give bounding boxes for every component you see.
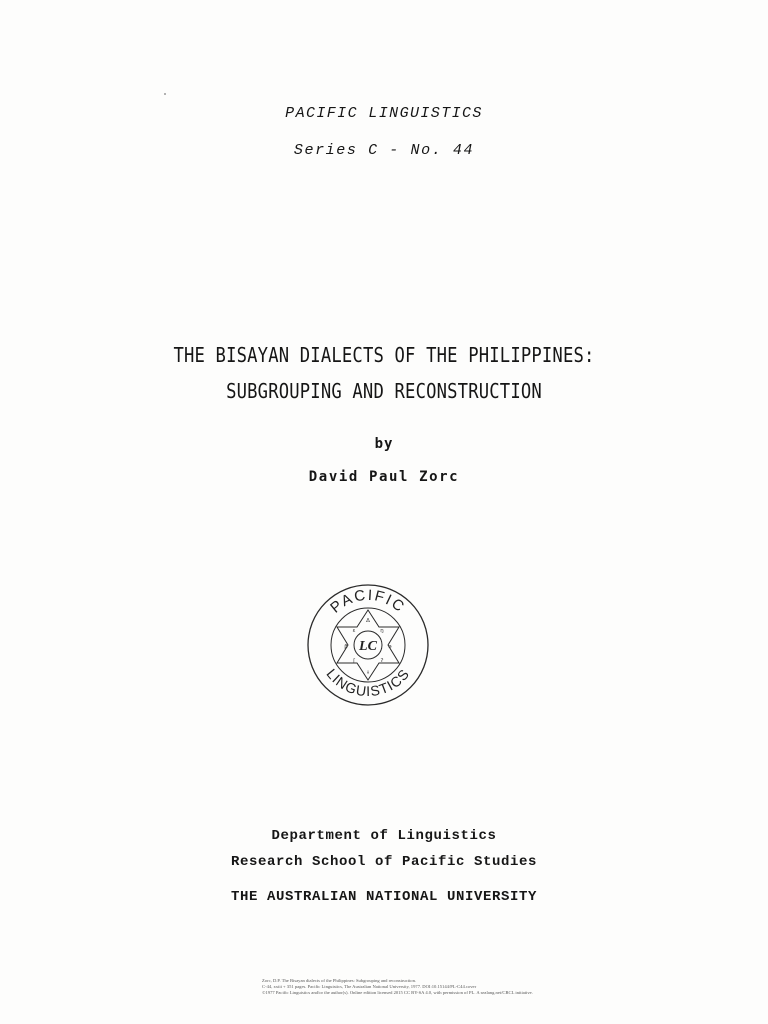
svg-text:LINGUISTICS: LINGUISTICS xyxy=(323,665,413,700)
title-line-2: SUBGROUPING AND RECONSTRUCTION xyxy=(226,379,542,403)
svg-text:ʔ: ʔ xyxy=(380,658,384,664)
citation-line-1: Zorc, D.P. The Bisayan dialects of the Philippines: Subgrouping and reconstruction. xyxy=(262,978,417,983)
svg-text:ɨ: ɨ xyxy=(367,670,369,676)
school-name: Research School of Pacific Studies xyxy=(230,854,538,870)
university-name: THE AUSTRALIAN NATIONAL UNIVERSITY xyxy=(230,889,538,905)
series-name: PACIFIC LINGUISTICS xyxy=(285,105,483,122)
series-number: Series C - No. 44 xyxy=(293,142,475,159)
citation-footer xyxy=(262,978,533,996)
department-name: Department of Linguistics xyxy=(271,828,497,844)
svg-text:LC: LC xyxy=(359,639,377,654)
svg-text:Δ: Δ xyxy=(366,618,370,624)
svg-text:ə: ə xyxy=(388,644,392,650)
title-line-1: THE BISAYAN DIALECTS OF THE PHILIPPINES: xyxy=(173,343,595,367)
citation-line-2: C-44, xxiii + 351 pages. Pacific Linguistics, The Australian National University, 1977. DOI:10.15144/PL-C44.cover xyxy=(262,984,477,989)
scan-speck xyxy=(164,93,166,95)
pacific-linguistics-seal-icon xyxy=(305,582,431,708)
author-name: David Paul Zorc xyxy=(308,469,460,485)
svg-text:ɛ: ɛ xyxy=(352,628,356,634)
by-label: by xyxy=(374,436,394,452)
svg-text:ŋ: ŋ xyxy=(380,628,384,634)
citation-line-3: ©1977 Pacific Linguistics and/or the author(s). Online edition licensed 2015 CC BY-SA 4.0, with permission of PL. A sealang.net/CRCL initiative. xyxy=(262,990,533,995)
svg-text:ʃ: ʃ xyxy=(353,658,355,664)
svg-text:β: β xyxy=(344,644,348,650)
svg-text:PACIFIC: PACIFIC xyxy=(327,586,409,617)
